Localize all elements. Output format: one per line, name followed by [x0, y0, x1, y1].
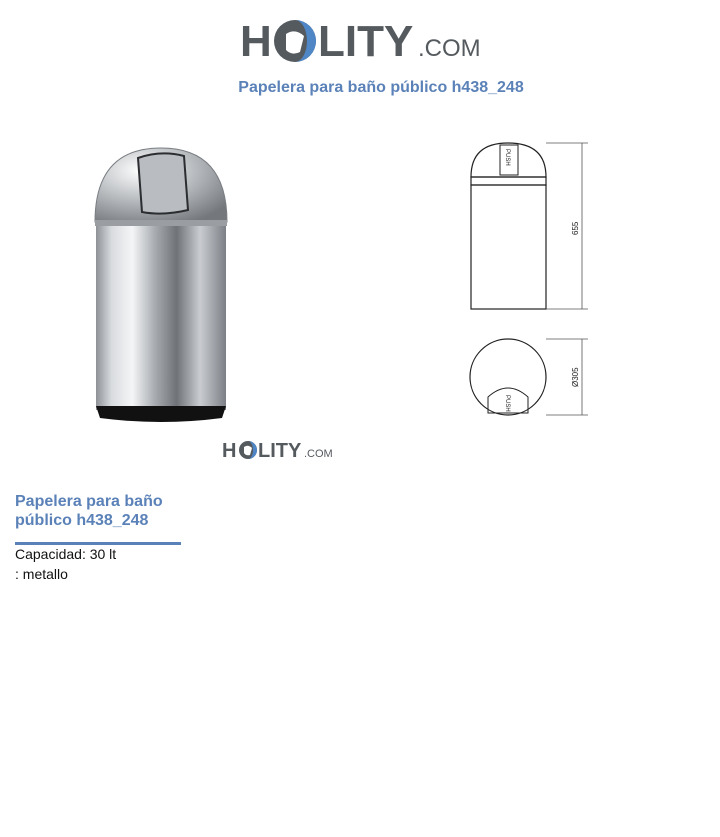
steel-push-bin-icon — [88, 140, 234, 430]
watermark-letter-h: H — [222, 440, 237, 462]
height-dimension: 655 — [571, 221, 580, 235]
spec-material: : metallo — [15, 566, 68, 582]
holity-logo[interactable] — [240, 10, 485, 70]
holity-watermark-logo — [222, 436, 337, 464]
watermark-dot-com: .COM — [304, 448, 333, 460]
logo-letter-h: H — [240, 17, 272, 66]
diameter-dimension: Ø305 — [571, 367, 580, 387]
watermark-o-icon — [239, 441, 257, 459]
title-divider — [15, 542, 181, 545]
spec-capacity: Capacidad: 30 lt — [15, 546, 117, 562]
logo-dot-com: .COM — [418, 35, 481, 62]
technical-drawing — [460, 135, 610, 425]
logo-letters-lity: LITY — [318, 17, 414, 66]
product-title: Papelera para baño público h438_248 — [15, 493, 163, 529]
page-title: Papelera para baño público h438_248 — [238, 79, 524, 96]
push-label-bottom: PUSH — [504, 395, 510, 412]
watermark-letters-lity: LITY — [258, 440, 302, 462]
push-label-top: PUSH — [504, 149, 510, 166]
logo-o-icon — [274, 20, 316, 62]
